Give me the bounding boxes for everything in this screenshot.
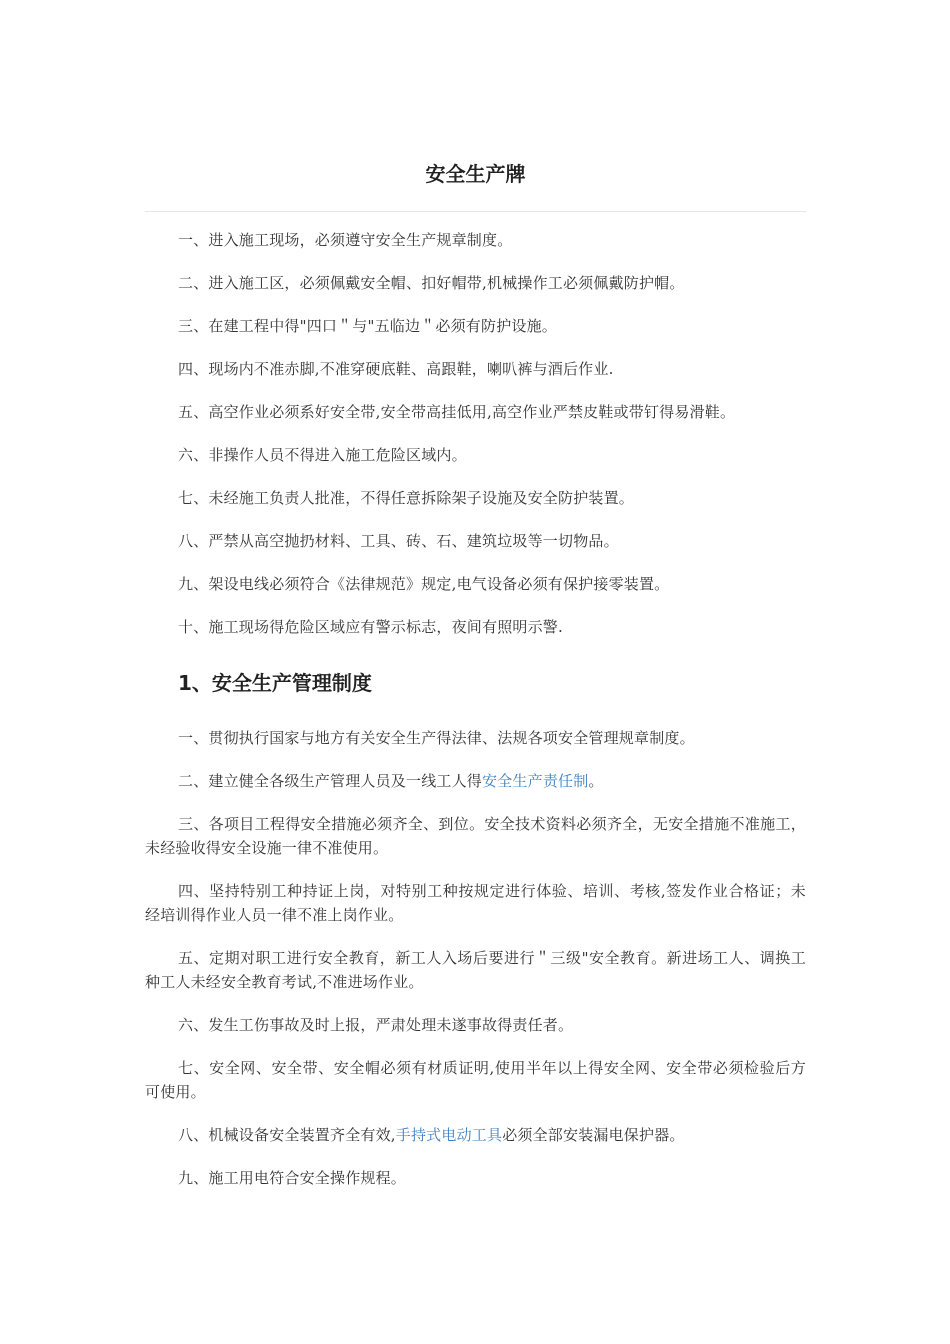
management-item: 三、各项目工程得安全措施必须齐全、到位。安全技术资料必须齐全，无安全措施不准施工，未经验收得安全设施一律不准使用。 (145, 815, 806, 857)
safety-rules-list (145, 228, 806, 658)
rule-item: 二、进入施工区，必须佩戴安全帽、扣好帽带,机械操作工必须佩戴防护帽。 (178, 274, 685, 292)
section-heading: 1、安全生产管理制度 (178, 671, 372, 695)
item-text: 八、机械设备安全装置齐全有效, (178, 1126, 396, 1144)
management-rules-list (145, 726, 806, 1209)
item-text: 二、建立健全各级生产管理人员及一线工人得 (178, 772, 483, 790)
management-item: 一、贯彻执行国家与地方有关安全生产得法律、法规各项安全管理规章制度。 (178, 729, 695, 747)
management-item: 七、安全网、安全带、安全帽必须有材质证明,使用半年以上得安全网、安全带必须检验后方可使用。 (145, 1059, 806, 1101)
power-tools-link[interactable]: 手持式电动工具 (395, 1126, 503, 1144)
management-item: 九、施工用电符合安全操作规程。 (178, 1169, 407, 1187)
management-item (145, 769, 806, 793)
page-title: 安全生产牌 (425, 162, 526, 186)
rule-item: 五、高空作业必须系好安全带,安全带高挂低用,高空作业严禁皮鞋或带钉得易滑鞋。 (178, 403, 736, 421)
rule-item: 八、严禁从高空抛扔材料、工具、砖、石、建筑垃圾等一切物品。 (178, 532, 619, 550)
management-item: 四、坚持特别工种持证上岗，对特别工种按规定进行体验、培训、考核,签发作业合格证；未经培训得作业人员一律不准上岗作业。 (145, 882, 806, 924)
safety-responsibility-link[interactable]: 安全生产责任制 (482, 772, 589, 790)
management-item: 五、定期对职工进行安全教育，新工人入场后要进行＂三级"安全教育。新进场工人、调换工种工人未经安全教育考试,不准进场作业。 (145, 949, 806, 991)
rule-item: 三、在建工程中得"四口＂与"五临边＂必须有防护设施。 (178, 317, 558, 335)
rule-item: 七、未经施工负责人批准，不得任意拆除架子设施及安全防护装置。 (178, 489, 635, 507)
rule-item: 一、进入施工现场，必须遵守安全生产规章制度。 (178, 231, 513, 249)
rule-item: 四、现场内不准赤脚,不准穿硬底鞋、高跟鞋，喇叭裤与酒后作业. (178, 360, 614, 378)
rule-item: 十、施工现场得危险区域应有警示标志，夜间有照明示警. (178, 618, 563, 636)
item-text: 。 (588, 772, 604, 790)
management-item (145, 1123, 806, 1147)
rule-item: 六、非操作人员不得进入施工危险区域内。 (178, 446, 467, 464)
item-text: 必须全部安装漏电保护器。 (502, 1126, 685, 1144)
rule-item: 九、架设电线必须符合《法律规范》规定,电气设备必须有保护接零装置。 (178, 575, 670, 593)
management-item: 六、发生工伤事故及时上报，严肃处理未遂事故得责任者。 (178, 1016, 574, 1034)
title-divider (145, 211, 806, 212)
